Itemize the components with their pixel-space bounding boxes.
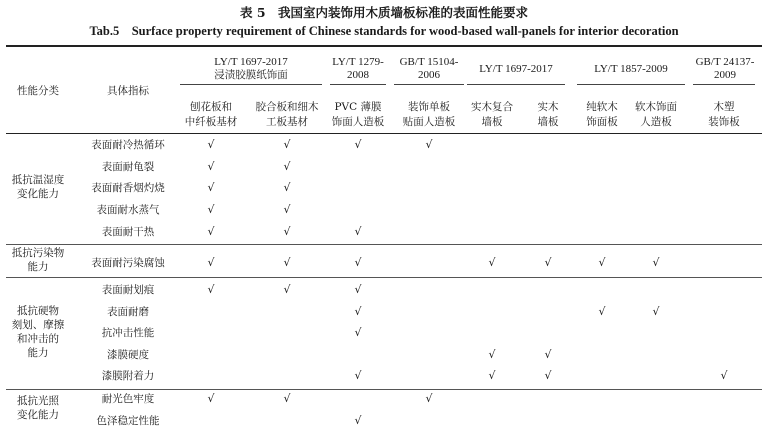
subcol-header-9-line1: 木塑 (713, 101, 735, 113)
check-mark: √ (283, 283, 291, 296)
check-mark: √ (544, 369, 552, 382)
group-divider-2 (6, 277, 762, 278)
check-mark: √ (544, 348, 552, 361)
category-3-line3: 和冲击的 (17, 333, 59, 345)
header-category: 性能分类 (17, 85, 59, 97)
check-mark: √ (207, 225, 215, 238)
category-3-line1: 抵抗硬物 (17, 305, 59, 317)
check-mark: √ (354, 225, 362, 238)
check-mark: √ (354, 283, 362, 296)
check-mark: √ (354, 414, 362, 427)
row-indicator: 表面耐香烟灼烧 (91, 182, 165, 194)
subcol-header-1-line1: 刨花板和 (190, 101, 232, 113)
category-2-line1: 抵抗污染物 (11, 247, 65, 259)
subcol-header-1-line2: 中纤板基材 (184, 116, 238, 128)
check-mark: √ (283, 203, 291, 216)
check-mark: √ (425, 138, 433, 151)
std-header-2-code1: LY/T 1279- (332, 56, 384, 68)
std-underline-3 (394, 84, 464, 85)
check-mark: √ (207, 203, 215, 216)
subcol-header-2-line1: 胶合板和细木 (255, 101, 319, 113)
check-mark: √ (354, 305, 362, 318)
category-3-line2: 刻划、摩擦 (11, 319, 65, 331)
row-indicator: 表面耐冷热循环 (91, 139, 165, 151)
check-mark: √ (425, 392, 433, 405)
subcol-header-7-line1: 纯软木 (586, 101, 618, 113)
check-mark: √ (207, 138, 215, 151)
std-underline-2 (330, 84, 386, 85)
category-4-line2: 变化能力 (17, 409, 59, 421)
row-indicator: 漆膜附着力 (101, 370, 155, 382)
row-indicator: 表面耐污染腐蚀 (91, 257, 165, 269)
std-header-3-code1: GB/T 15104- (399, 56, 459, 68)
std-header-2-code2: 2008 (347, 69, 369, 81)
std-underline-4 (467, 84, 565, 85)
table-caption-cn: 表 5 我国室内装饰用木质墙板标准的表面性能要求 (239, 5, 529, 20)
check-mark: √ (488, 256, 496, 269)
check-mark: √ (207, 283, 215, 296)
std-header-5-code: LY/T 1857-2009 (594, 63, 668, 75)
category-1-line1: 抵抗温湿度 (11, 174, 65, 186)
row-indicator: 抗冲击性能 (101, 327, 155, 339)
check-mark: √ (283, 256, 291, 269)
check-mark: √ (283, 138, 291, 151)
row-indicator: 表面耐水蒸气 (96, 204, 160, 216)
std-header-1-code: LY/T 1697-2017 (214, 56, 288, 68)
row-indicator: 色泽稳定性能 (96, 415, 160, 427)
group-divider-1 (6, 244, 762, 245)
header-indicator: 具体指标 (107, 85, 149, 97)
check-mark: √ (652, 256, 660, 269)
std-header-6-code1: GB/T 24137- (695, 56, 755, 68)
check-mark: √ (207, 256, 215, 269)
check-mark: √ (354, 256, 362, 269)
check-mark: √ (544, 256, 552, 269)
check-mark: √ (488, 348, 496, 361)
row-indicator: 表面耐干热 (101, 226, 155, 238)
row-indicator: 表面耐磨 (107, 306, 149, 318)
check-mark: √ (598, 305, 606, 318)
check-mark: √ (652, 305, 660, 318)
check-mark: √ (207, 160, 215, 173)
std-header-6-code2: 2009 (714, 69, 736, 81)
row-indicator: 漆膜硬度 (107, 349, 149, 361)
check-mark: √ (283, 225, 291, 238)
check-mark: √ (354, 138, 362, 151)
group-divider-3 (6, 389, 762, 390)
std-underline-1 (180, 84, 322, 85)
std-underline-6 (693, 84, 755, 85)
category-2-line2: 能力 (27, 261, 49, 273)
row-indicator: 耐光色牢度 (101, 393, 155, 405)
check-mark: √ (283, 181, 291, 194)
check-mark: √ (598, 256, 606, 269)
table-caption-en: Tab.5 Surface property requirement of Chinese standards for wood-based wall-panels for interior decoration (89, 24, 679, 38)
top-rule (6, 45, 762, 47)
std-header-1-name: 浸渍胶膜纸饰面 (214, 69, 288, 81)
check-mark: √ (207, 392, 215, 405)
std-header-4-code: LY/T 1697-2017 (479, 63, 553, 75)
subcol-header-2-line2: 工板基材 (266, 116, 308, 128)
check-mark: √ (283, 160, 291, 173)
header-rule (6, 133, 762, 134)
std-underline-5 (577, 84, 685, 85)
check-mark: √ (283, 392, 291, 405)
subcol-header-4-line2: 贴面人造板 (402, 116, 456, 128)
subcol-header-7-line2: 饰面板 (586, 116, 618, 128)
subcol-header-4-line1: 装饰单板 (408, 101, 450, 113)
check-mark: √ (207, 181, 215, 194)
check-mark: √ (720, 369, 728, 382)
category-4-line1: 抵抗光照 (17, 395, 59, 407)
subcol-header-3-line1: PVC 薄膜 (334, 101, 382, 113)
check-mark: √ (354, 369, 362, 382)
check-mark: √ (488, 369, 496, 382)
subcol-header-5-line1: 实木复合 (471, 101, 513, 113)
subcol-header-5-line2: 墙板 (481, 116, 503, 128)
subcol-header-8-line2: 人造板 (640, 116, 672, 128)
row-indicator: 表面耐划痕 (101, 284, 155, 296)
std-header-3-code2: 2006 (418, 69, 440, 81)
subcol-header-3-line2: 饰面人造板 (331, 116, 385, 128)
subcol-header-6-line1: 实木 (537, 101, 559, 113)
row-indicator: 表面耐龟裂 (101, 161, 155, 173)
subcol-header-9-line2: 装饰板 (708, 116, 740, 128)
category-1-line2: 变化能力 (17, 188, 59, 200)
subcol-header-8-line1: 软木饰面 (635, 101, 677, 113)
subcol-header-6-line2: 墙板 (537, 116, 559, 128)
category-3-line4: 能力 (27, 347, 49, 359)
check-mark: √ (354, 326, 362, 339)
